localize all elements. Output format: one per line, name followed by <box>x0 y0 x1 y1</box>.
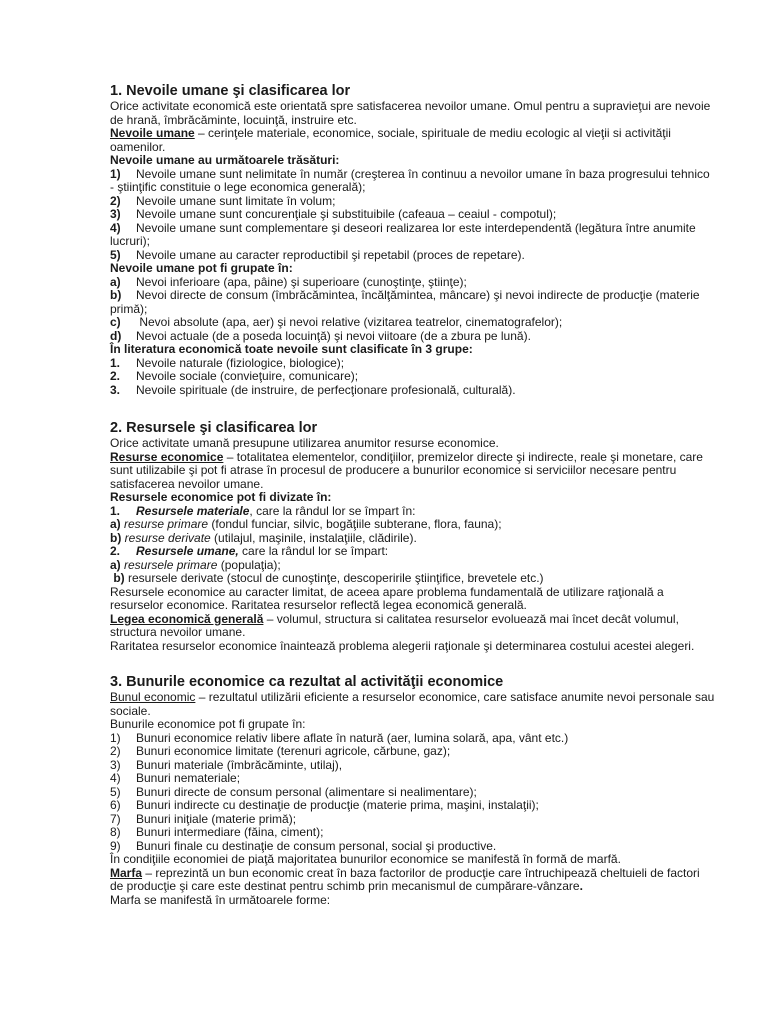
division-title: Resursele economice pot fi divizate în: <box>110 490 332 504</box>
market-text: În condiţiile economiei de piaţă majoritatea bunurilor economice se manifestă în formă de marfă. <box>110 852 621 866</box>
list-item: b) Nevoi directe de consum (îmbrăcămintea, încălţămintea, mâncare) şi nevoi indirecte de producţie (materie primă); <box>110 288 700 316</box>
list-item: 2. Nevoile sociale (convieţuire, comunicare); <box>110 369 359 383</box>
list-item: 5) Nevoile umane au caracter reproductibil şi repetabil (proces de repetare). <box>110 247 525 262</box>
definition-term: Resurse economice <box>110 449 224 464</box>
human-derived: b) resursele derivate (stocul de cunoştinţe, descoperirile ştiinţifice, brevetele etc.) <box>113 571 544 585</box>
list-item: 1) Bunuri economice relativ libere aflate în natură (aer, lumina solară, apa, vânt etc.) <box>110 730 569 745</box>
list-item: 7) Bunuri iniţiale (materie primă); <box>110 811 297 826</box>
marfa-forms: Marfa se manifestă în următoarele forme: <box>110 892 331 907</box>
list-item: 3) Bunuri materiale (îmbrăcăminte, utilaj), <box>110 757 343 772</box>
groups-list <box>110 276 715 344</box>
list-item: 2) Nevoile umane sunt limitate în volum; <box>110 193 336 208</box>
groups-title: Nevoile umane pot fi grupate în: <box>110 261 293 275</box>
document-page <box>110 82 715 907</box>
human-resources: 2. Resursele umane, care la rândul lor se împart: <box>110 544 389 558</box>
list-item: 2) Bunuri economice limitate (terenuri agricole, cărbune, gaz); <box>110 744 451 758</box>
section-1-definition <box>110 127 715 154</box>
goods-list <box>110 732 715 854</box>
definition-text: – cerinţele materiale, economice, sociale, spirituale de mediu ecologic al vieţii si activităţii oamenilor. <box>110 126 671 154</box>
marfa-definition: Marfa – reprezintă un bun economic creat în baza factorilor de producţie care întruchipează cheltuieli de factori de producţie şi care este destinat pentru schimb prin mecanismul de cumpărare-vânzare. <box>110 865 700 893</box>
goods-title: Bunurile economice pot fi grupate în: <box>110 717 306 731</box>
section-1-intro: Orice activitate economică este orientată spre satisfacerea nevoilor umane. Omul pentru a supravieţui are nevoie de hrană, îmbrăcăminte, locuinţă, instruire etc. <box>110 99 711 127</box>
list-item: 9) Bunuri finale cu destinaţie de consum personal, social şi productive. <box>110 838 497 853</box>
limited-resources: Resursele economice au caracter limitat, de aceea apare problema fundamentală de utilizare raţională a resurselor economice. Raritatea resurselor reflectă legea economică generală. <box>110 584 664 612</box>
list-item: 3) Nevoile umane sunt concurenţiale şi substituibile (cafeaua – ceaiul - compotul); <box>110 207 557 221</box>
traits-list <box>110 168 715 263</box>
marfa-term: Marfa <box>110 865 143 880</box>
list-item: 6) Bunuri indirecte cu destinaţie de producţie (materie prima, maşini, instalaţii); <box>110 798 539 812</box>
human-primary: a) resursele primare (populaţia); <box>110 557 281 572</box>
section-3-heading: 3. Bunurile economice ca rezultat al activităţii economice <box>110 674 504 690</box>
list-item: d) Nevoi actuale (de a poseda locuinţă) şi nevoi viitoare (de a zbura pe lună). <box>110 328 531 343</box>
definition-term: Nevoile umane <box>110 126 195 140</box>
section-2-intro: Orice activitate umană presupune utilizarea anumitor resurse economice. <box>110 436 499 450</box>
list-item: 1) Nevoile umane sunt nelimitate în număr (creşterea în continuu a nevoilor umane în baza progresului tehnico - ştiinţific constituie o lege economica generală); <box>110 166 710 194</box>
literature-list <box>110 357 715 398</box>
list-item: 1. Nevoile naturale (fiziologice, biologice); <box>110 355 345 370</box>
material-derived: b) resurse derivate (utilajul, maşinile, instalaţiile, clădirile). <box>110 530 417 545</box>
rarity-text: Raritatea resurselor economice înaintează problema alegerii raţionale şi determinarea costului acestei alegeri. <box>110 638 695 653</box>
general-law: Legea economică generală – volumul, structura si calitatea resurselor evoluează mai încet decât volumul, structura nevoilor umane. <box>110 611 679 639</box>
definition-text: – totalitatea elementelor, condiţiilor, premizelor directe şi indirecte, reale şi monetare, care sunt utilizabile şi pot fi atrase în procesul de producere a bunurilor economice si serviciilor necesare pentru satisfacerea nevoilor umane. <box>110 449 703 491</box>
section-3-definition: Bunul economic – rezultatul utilizării eficiente a resurselor economice, care satisface anumite nevoi personale sau sociale. <box>110 690 715 718</box>
list-item: a) Nevoi inferioare (apa, pâine) şi superioare (cunoştinţe, ştiinţe); <box>110 274 467 289</box>
list-item: 4) Nevoile umane sunt complementare şi deseori realizarea lor este interdependentă (legătura între anumite lucruri); <box>110 220 696 248</box>
definition-term: Bunul economic <box>110 690 196 704</box>
section-2-definition <box>110 451 715 492</box>
law-term: Legea economică generală <box>110 611 264 626</box>
material-resources: 1. Resursele materiale, care la rândul lor se împart în: <box>110 503 416 518</box>
section-1-heading: 1. Nevoile umane şi clasificarea lor <box>110 83 351 99</box>
list-item: 3. Nevoile spirituale (de instruire, de perfecţionare profesională, culturală). <box>110 382 516 397</box>
section-2-heading: 2. Resursele şi clasificarea lor <box>110 420 318 436</box>
material-primary: a) resurse primare (fondul funciar, silvic, bogăţiile subterane, flora, fauna); <box>110 517 502 531</box>
list-item: 4) Bunuri nemateriale; <box>110 771 241 785</box>
traits-title: Nevoile umane au următoarele trăsături: <box>110 153 340 167</box>
list-item: 8) Bunuri intermediare (făina, ciment); <box>110 825 324 839</box>
literature-title: În literatura economică toate nevoile sunt clasificate în 3 grupe: <box>110 342 473 356</box>
list-item: 5) Bunuri directe de consum personal (alimentare si nealimentare); <box>110 784 477 799</box>
list-item: c) Nevoi absolute (apa, aer) şi nevoi relative (vizitarea teatrelor, cinematografelor); <box>110 315 563 329</box>
